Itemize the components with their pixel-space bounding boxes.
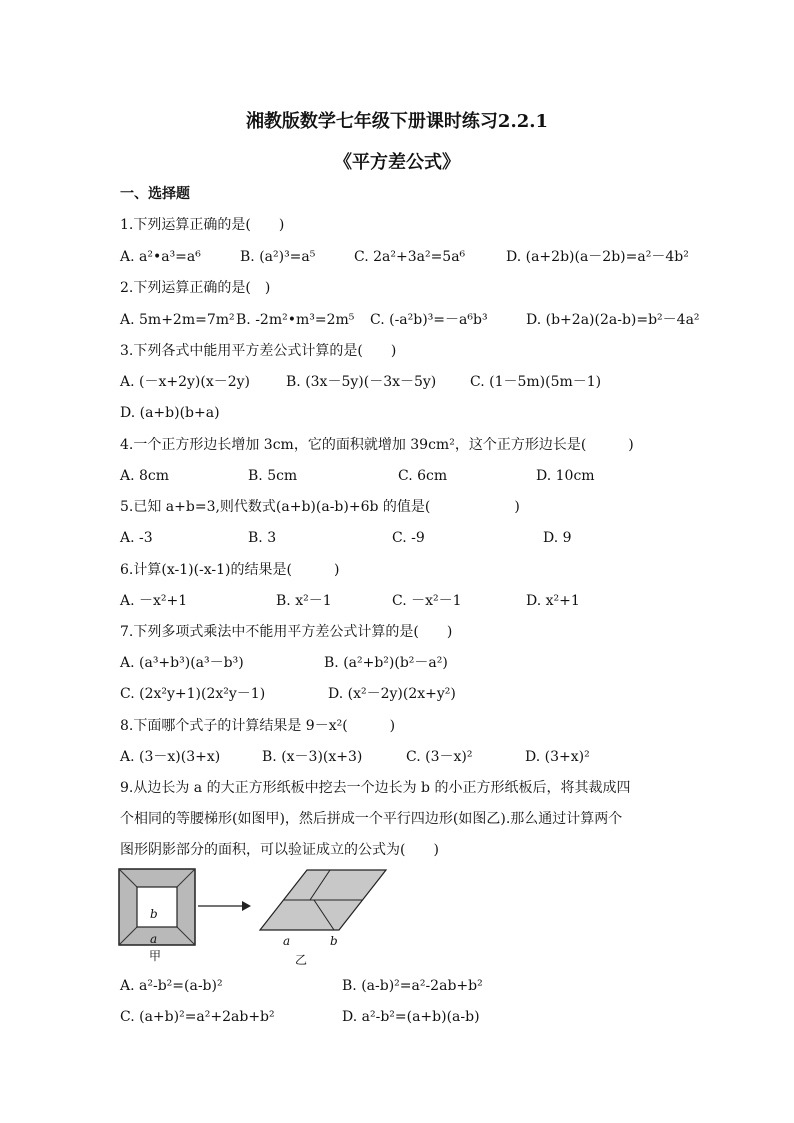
page-subtitle: 《平方差公式》 [334,152,460,173]
arrow-icon [196,898,252,914]
question-5-option-c: C. -9 [392,530,425,546]
question-2-stem: 2.下列运算正确的是( ) [120,280,271,296]
question-7-stem: 7.下列多项式乘法中不能用平方差公式计算的是( ) [120,624,453,640]
question-9-option-b: B. (a-b)²=a²-2ab+b² [342,978,483,994]
question-3-option-c: C. (1－5m)(5m－1) [470,374,602,390]
question-3-option-b: B. (3x－5y)(－3x－5y) [286,374,437,390]
question-6-stem: 6.计算(x-1)(-x-1)的结果是( ) [120,562,340,578]
question-1-option-b: B. (a²)³=a⁵ [240,249,316,265]
question-5-stem: 5.已知 a+b=3,则代数式(a+b)(a-b)+6b 的值是( ) [120,499,520,515]
question-3-stem: 3.下列各式中能用平方差公式计算的是( ) [120,343,397,359]
section-heading: 一、选择题 [120,186,190,202]
question-2-option-a: A. 5m+2m=7m² [120,312,235,328]
question-9-option-d: D. a²-b²=(a+b)(a-b) [342,1009,480,1025]
question-5-option-a: A. -3 [120,530,153,546]
question-8-option-d: D. (3+x)² [525,749,590,765]
question-8-stem: 8.下面哪个式子的计算结果是 9－x²( ) [120,718,396,734]
question-4-stem: 4.一个正方形边长增加 3cm，它的面积就增加 39cm²，这个正方形边长是( ) [120,437,634,453]
question-9-line-1: 9.从边长为 a 的大正方形纸板中挖去一个边长为 b 的小正方形纸板后，将其裁成四 [120,780,631,796]
page-title: 湘教版数学七年级下册课时练习2.2.1 [245,111,549,132]
question-6-option-b: B. x²－1 [276,593,332,609]
question-9-line-3: 图形阴影部分的面积，可以验证成立的公式为( ) [120,842,439,858]
question-8-option-c: C. (3－x)² [406,749,473,765]
question-3-option-a: A. (－x+2y)(x－2y) [120,374,251,390]
question-1-option-d: D. (a+2b)(a－2b)=a²－4b² [506,249,689,265]
question-9-line-2: 个相同的等腰梯形(如图甲)，然后拼成一个平行四边形(如图乙).那么通过计算两个 [120,811,623,827]
question-3-option-d: D. (a+b)(b+a) [120,405,220,421]
question-7-option-a: A. (a³+b³)(a³－b³) [120,655,244,671]
question-7-option-c: C. (2x²y+1)(2x²y－1) [120,686,266,702]
question-4-option-c: C. 6cm [398,468,448,484]
question-1-stem: 1.下列运算正确的是( ) [120,217,285,233]
figure-yi-parallelogram [258,868,388,936]
question-6-option-c: C. －x²－1 [392,593,462,609]
question-8-option-a: A. (3－x)(3+x) [120,749,221,765]
question-4-option-a: A. 8cm [120,468,170,484]
question-9-option-a: A. a²-b²=(a-b)² [120,978,223,994]
figure-jia-label-b: b [150,907,158,921]
figure-jia-label-a: a [150,932,158,946]
question-2-option-b: B. -2m²•m³=2m⁵ [236,312,355,328]
question-7-option-b: B. (a²+b²)(b²－a²) [324,655,448,671]
question-7-option-d: D. (x²－2y)(2x+y²) [328,686,456,702]
figure-jia-caption: 甲 [149,949,162,963]
question-2-option-d: D. (b+2a)(2a-b)=b²－4a² [526,312,700,328]
question-5-option-d: D. 9 [543,530,572,546]
figure-yi-caption: 乙 [295,953,308,967]
question-4-option-d: D. 10cm [536,468,595,484]
question-6-option-d: D. x²+1 [526,593,580,609]
question-6-option-a: A. －x²+1 [120,593,188,609]
figure-yi-label-b: b [330,934,338,948]
question-5-option-b: B. 3 [248,530,277,546]
question-8-option-b: B. (x－3)(x+3) [262,749,363,765]
question-9-option-c: C. (a+b)²=a²+2ab+b² [120,1009,275,1025]
question-1-option-c: C. 2a²+3a²=5a⁶ [354,249,466,265]
figure-yi-label-a: a [283,934,291,948]
question-4-option-b: B. 5cm [248,468,298,484]
question-1-option-a: A. a²•a³=a⁶ [120,249,201,265]
question-2-option-c: C. (-a²b)³=－a⁶b³ [370,312,488,328]
